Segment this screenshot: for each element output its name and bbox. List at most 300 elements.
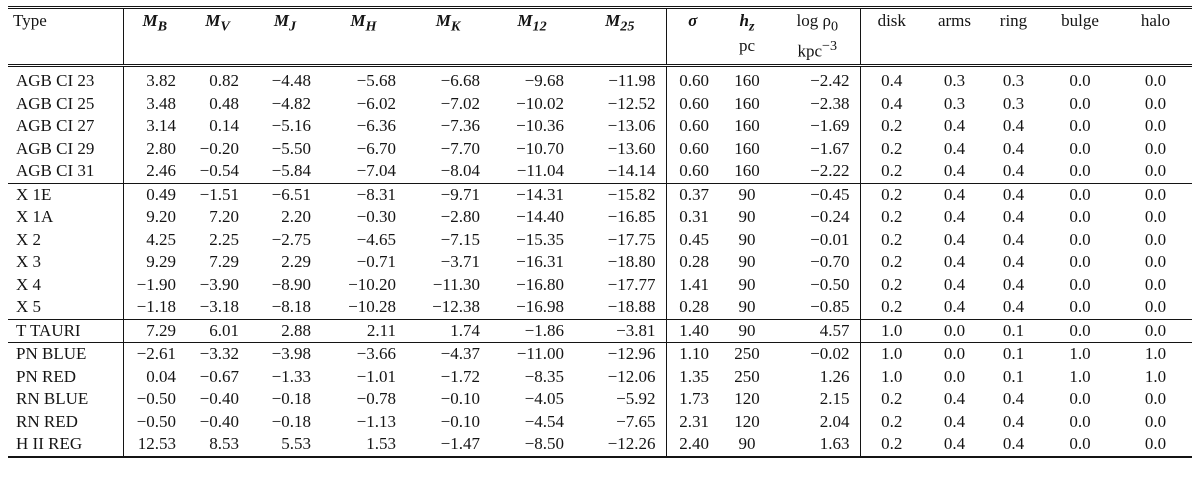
- cell-m12: −14.40: [516, 207, 564, 227]
- cell-mv: 7.29: [209, 252, 239, 272]
- cell-logrho: 1.26: [775, 366, 860, 389]
- cell-mv: −0.54: [199, 161, 239, 181]
- cell-ring: 0.1: [986, 319, 1041, 343]
- table-row: [8, 160, 1192, 183]
- cell-mv: 8.53: [209, 434, 239, 454]
- cell-disk: 0.2: [860, 183, 923, 206]
- cell-m12: −10.36: [516, 116, 564, 136]
- cell-halo: 0.0: [1119, 319, 1192, 343]
- cell-logrho: −2.42: [775, 66, 860, 93]
- cell-arms: 0.3: [923, 66, 986, 93]
- cell-logrho: −0.02: [775, 343, 860, 366]
- table-header: [8, 8, 1192, 66]
- cell-type: X 2: [8, 229, 123, 252]
- cell-m25: −18.88: [574, 296, 666, 319]
- cell-mj: −8.90: [271, 274, 311, 294]
- table-row: [8, 366, 1192, 389]
- cell-halo: 0.0: [1144, 161, 1167, 181]
- cell-mb: 2.80: [146, 138, 176, 158]
- cell-arms: 0.4: [943, 161, 966, 181]
- header-m12: $M_{12}$: [517, 11, 547, 35]
- header-disk: disk: [877, 11, 906, 30]
- table-row: [8, 206, 1192, 229]
- cell-mk: −1.72: [440, 366, 480, 386]
- cell-arms: 0.4: [943, 116, 966, 136]
- cell-mj: −0.18: [271, 389, 311, 409]
- cell-halo: 0.0: [1144, 116, 1167, 136]
- cell-bulge: 0.0: [1069, 411, 1091, 431]
- cell-mk: −0.10: [440, 411, 480, 431]
- cell-type: AGB CI 27: [8, 115, 123, 138]
- cell-type: X 5: [8, 296, 123, 319]
- cell-sigma: 0.28: [679, 252, 709, 272]
- table-container: [8, 6, 1192, 458]
- cell-mb: 4.25: [146, 229, 176, 249]
- header-mj: $M_J$: [273, 11, 297, 35]
- cell-mj: 2.88: [249, 319, 321, 343]
- header-hz-unit: pc: [738, 36, 756, 56]
- cell-type: RN RED: [8, 411, 123, 434]
- cell-mk: −12.38: [432, 297, 480, 317]
- cell-halo: 0.0: [1144, 229, 1167, 249]
- cell-mj: −5.16: [271, 116, 311, 136]
- cell-hz: 160: [719, 66, 775, 93]
- cell-mh: −10.20: [348, 274, 396, 294]
- cell-disk: 0.2: [881, 207, 903, 227]
- cell-mv: 2.25: [209, 229, 239, 249]
- cell-bulge: 0.0: [1069, 138, 1091, 158]
- row-group: [8, 319, 1192, 343]
- header-ring: ring: [999, 11, 1028, 30]
- cell-hz: 160: [734, 116, 760, 136]
- table-row: [8, 229, 1192, 252]
- cell-arms: 0.4: [943, 411, 966, 431]
- cell-mk: −7.02: [440, 93, 480, 113]
- cell-mj: −1.33: [271, 366, 311, 386]
- cell-m25: −12.26: [574, 433, 666, 457]
- cell-ring: 0.4: [986, 183, 1041, 206]
- cell-disk: 1.0: [860, 343, 923, 366]
- cell-mk: −9.71: [406, 183, 490, 206]
- cell-mb: −0.50: [136, 411, 176, 431]
- cell-ring: 0.4: [1002, 229, 1025, 249]
- table-row: [8, 183, 1192, 206]
- table-row: [8, 319, 1192, 343]
- cell-mv: 6.01: [186, 319, 249, 343]
- cell-logrho: −0.01: [775, 229, 860, 252]
- cell-mh: −3.66: [321, 343, 406, 366]
- cell-mh: −8.31: [321, 183, 406, 206]
- cell-hz: 90: [738, 229, 756, 249]
- cell-arms: 0.4: [943, 229, 966, 249]
- cell-mb: −1.18: [136, 297, 176, 317]
- cell-hz: 90: [719, 183, 775, 206]
- cell-disk: 0.4: [881, 93, 903, 113]
- cell-mk: −8.04: [440, 161, 480, 181]
- cell-mh: −6.36: [356, 116, 396, 136]
- cell-sigma: 2.40: [679, 434, 709, 454]
- cell-mv: 0.14: [209, 116, 239, 136]
- cell-mb: 0.49: [123, 183, 186, 206]
- cell-m25: −7.65: [574, 411, 666, 434]
- cell-halo: 0.0: [1119, 183, 1192, 206]
- cell-mj: −5.84: [271, 161, 311, 181]
- cell-mh: −5.68: [321, 66, 406, 93]
- cell-m25: −12.06: [574, 366, 666, 389]
- stellar-type-table: [8, 6, 1192, 458]
- cell-mk: −4.37: [406, 343, 490, 366]
- cell-sigma: 0.60: [679, 161, 709, 181]
- cell-hz: 120: [734, 411, 760, 431]
- cell-m12: −4.05: [524, 389, 564, 409]
- cell-bulge: 0.0: [1069, 389, 1091, 409]
- table-row: [8, 411, 1192, 434]
- cell-mk: −3.71: [440, 252, 480, 272]
- cell-bulge: 0.0: [1069, 93, 1091, 113]
- cell-logrho: −0.85: [775, 296, 860, 319]
- cell-mv: 0.48: [209, 93, 239, 113]
- cell-logrho: −0.50: [775, 274, 860, 297]
- cell-disk: 0.2: [881, 297, 903, 317]
- cell-mj: −8.18: [271, 297, 311, 317]
- cell-mh: −0.30: [356, 207, 396, 227]
- cell-mb: 9.29: [146, 252, 176, 272]
- cell-bulge: 0.0: [1069, 297, 1091, 317]
- cell-arms: 0.0: [923, 343, 986, 366]
- cell-m12: −15.35: [516, 229, 564, 249]
- cell-mj: −0.18: [271, 411, 311, 431]
- cell-mj: −4.48: [249, 66, 321, 93]
- cell-m12: −10.02: [516, 93, 564, 113]
- cell-logrho: 2.15: [775, 388, 860, 411]
- cell-arms: 0.0: [943, 366, 966, 386]
- cell-halo: 0.0: [1144, 297, 1167, 317]
- cell-logrho: −0.45: [775, 183, 860, 206]
- cell-bulge: 0.0: [1069, 252, 1091, 272]
- cell-mv: −0.40: [199, 389, 239, 409]
- cell-mk: −2.80: [440, 207, 480, 227]
- cell-hz: 90: [738, 207, 756, 227]
- table-row: [8, 93, 1192, 116]
- cell-sigma: 1.40: [666, 319, 719, 343]
- cell-mv: −1.51: [186, 183, 249, 206]
- cell-hz: 90: [738, 434, 756, 454]
- cell-sigma: 0.37: [666, 183, 719, 206]
- cell-mh: 1.53: [366, 434, 396, 454]
- cell-logrho: −0.70: [775, 251, 860, 274]
- header-type: Type: [8, 8, 123, 66]
- table-row: [8, 66, 1192, 93]
- cell-mj: −6.51: [249, 183, 321, 206]
- cell-m12: −8.50: [524, 434, 564, 454]
- cell-bulge: 0.0: [1069, 116, 1091, 136]
- cell-halo: 0.0: [1144, 93, 1167, 113]
- cell-mh: 2.11: [321, 319, 406, 343]
- cell-hz: 160: [734, 93, 760, 113]
- cell-ring: 0.1: [1002, 366, 1025, 386]
- header-m25: $M_{25}$: [574, 8, 666, 66]
- cell-bulge: 0.0: [1069, 161, 1091, 181]
- cell-halo: 0.0: [1144, 274, 1167, 294]
- cell-disk: 1.0: [881, 366, 903, 386]
- cell-halo: 0.0: [1144, 252, 1167, 272]
- cell-hz: 160: [734, 161, 760, 181]
- cell-halo: 0.0: [1144, 411, 1167, 431]
- cell-sigma: 1.73: [679, 389, 709, 409]
- cell-halo: 0.0: [1144, 207, 1167, 227]
- cell-m12: −16.80: [516, 274, 564, 294]
- table-row: [8, 138, 1192, 161]
- cell-m25: −15.82: [574, 183, 666, 206]
- cell-mv: 7.20: [209, 207, 239, 227]
- cell-mj: −5.50: [271, 138, 311, 158]
- cell-disk: 0.2: [881, 389, 903, 409]
- cell-mb: 3.14: [146, 116, 176, 136]
- header-mh: $M_H$: [350, 11, 377, 35]
- cell-m12: −14.31: [490, 183, 574, 206]
- cell-hz: 90: [738, 252, 756, 272]
- cell-disk: 0.4: [860, 66, 923, 93]
- cell-bulge: 1.0: [1041, 343, 1119, 366]
- cell-sigma: 0.31: [679, 207, 709, 227]
- table-row: [8, 388, 1192, 411]
- cell-ring: 0.4: [1002, 274, 1025, 294]
- cell-disk: 0.2: [881, 116, 903, 136]
- cell-bulge: 1.0: [1069, 366, 1091, 386]
- table-row: [8, 274, 1192, 297]
- header-halo: halo: [1140, 11, 1171, 30]
- table-row: [8, 433, 1192, 457]
- cell-hz: 250: [719, 343, 775, 366]
- cell-mk: −7.15: [440, 229, 480, 249]
- cell-type: H II REG: [8, 433, 123, 457]
- header-mv: $M_V$: [205, 11, 230, 35]
- cell-m12: −16.98: [516, 297, 564, 317]
- cell-logrho: −1.67: [775, 138, 860, 161]
- cell-hz: 90: [738, 274, 756, 294]
- cell-mh: −0.78: [356, 389, 396, 409]
- cell-arms: 0.0: [923, 319, 986, 343]
- cell-mk: −0.10: [440, 389, 480, 409]
- cell-m25: −13.06: [574, 115, 666, 138]
- cell-m12: −4.54: [524, 411, 564, 431]
- cell-mv: −0.67: [199, 366, 239, 386]
- cell-mb: 2.46: [146, 161, 176, 181]
- cell-sigma: 0.60: [679, 138, 709, 158]
- cell-m25: −18.80: [574, 251, 666, 274]
- cell-mb: −2.61: [123, 343, 186, 366]
- cell-type: RN BLUE: [8, 388, 123, 411]
- cell-mb: 12.53: [137, 434, 176, 454]
- cell-bulge: 0.0: [1069, 434, 1091, 454]
- cell-m12: −8.35: [524, 366, 564, 386]
- cell-m25: −11.98: [574, 66, 666, 93]
- cell-sigma: 2.31: [679, 411, 709, 431]
- header-mk: $M_K$: [435, 11, 461, 35]
- cell-type: AGB CI 29: [8, 138, 123, 161]
- table-row: [8, 296, 1192, 319]
- cell-ring: 0.4: [1002, 161, 1025, 181]
- cell-mh: −0.71: [356, 252, 396, 272]
- cell-mk: 1.74: [406, 319, 490, 343]
- cell-m12: −11.04: [516, 161, 564, 181]
- cell-disk: 0.2: [881, 229, 903, 249]
- cell-arms: 0.4: [943, 252, 966, 272]
- cell-type: X 1A: [8, 206, 123, 229]
- cell-ring: 0.4: [1002, 116, 1025, 136]
- cell-ring: 0.4: [1002, 297, 1025, 317]
- header-logrho: $\log \rho_0$ kpc$^{-3}$: [775, 8, 860, 66]
- cell-disk: 1.0: [860, 319, 923, 343]
- cell-m12: −9.68: [490, 66, 574, 93]
- cell-m12: −11.00: [490, 343, 574, 366]
- cell-mj: 2.20: [281, 207, 311, 227]
- cell-mv: −3.90: [199, 274, 239, 294]
- cell-ring: 0.4: [1002, 207, 1025, 227]
- cell-mj: 5.53: [281, 434, 311, 454]
- cell-mb: 3.82: [123, 66, 186, 93]
- cell-halo: 0.0: [1119, 66, 1192, 93]
- cell-sigma: 0.45: [679, 229, 709, 249]
- cell-mj: −3.98: [249, 343, 321, 366]
- row-group: [8, 343, 1192, 457]
- cell-bulge: 0.0: [1041, 183, 1119, 206]
- cell-mh: −7.04: [356, 161, 396, 181]
- cell-ring: 0.1: [986, 343, 1041, 366]
- cell-logrho: −2.22: [775, 160, 860, 183]
- cell-m12: −10.70: [516, 138, 564, 158]
- cell-halo: 0.0: [1144, 138, 1167, 158]
- cell-hz: 250: [734, 366, 760, 386]
- cell-bulge: 0.0: [1069, 207, 1091, 227]
- cell-logrho: 4.57: [775, 319, 860, 343]
- table-row: [8, 343, 1192, 366]
- cell-disk: 0.2: [881, 161, 903, 181]
- cell-m25: −12.52: [574, 93, 666, 116]
- cell-type: X 4: [8, 274, 123, 297]
- cell-arms: 0.3: [943, 93, 966, 113]
- cell-sigma: 0.60: [679, 116, 709, 136]
- cell-arms: 0.4: [943, 389, 966, 409]
- table-row: [8, 115, 1192, 138]
- cell-mk: −7.36: [440, 116, 480, 136]
- table-row: [8, 251, 1192, 274]
- cell-type: X 3: [8, 251, 123, 274]
- cell-mb: −1.90: [136, 274, 176, 294]
- cell-ring: 0.3: [1002, 93, 1025, 113]
- cell-logrho: −0.24: [775, 206, 860, 229]
- cell-mh: −10.28: [348, 297, 396, 317]
- cell-mv: −0.20: [199, 138, 239, 158]
- cell-type: PN RED: [8, 366, 123, 389]
- cell-m25: −5.92: [574, 388, 666, 411]
- cell-bulge: 0.0: [1041, 319, 1119, 343]
- cell-arms: 0.4: [943, 297, 966, 317]
- cell-mb: 9.20: [146, 207, 176, 227]
- cell-m25: −13.60: [574, 138, 666, 161]
- cell-mj: 2.29: [281, 252, 311, 272]
- cell-type: X 1E: [8, 183, 123, 206]
- cell-sigma: 0.60: [666, 66, 719, 93]
- cell-arms: 0.4: [923, 183, 986, 206]
- cell-ring: 0.4: [1002, 389, 1025, 409]
- cell-mh: −1.13: [356, 411, 396, 431]
- cell-arms: 0.4: [943, 207, 966, 227]
- cell-mh: −4.65: [356, 229, 396, 249]
- cell-ring: 0.4: [1002, 138, 1025, 158]
- cell-arms: 0.4: [943, 434, 966, 454]
- cell-ring: 0.4: [1002, 252, 1025, 272]
- cell-sigma: 1.35: [679, 366, 709, 386]
- cell-bulge: 0.0: [1069, 229, 1091, 249]
- cell-sigma: 0.60: [679, 93, 709, 113]
- cell-m25: −16.85: [574, 206, 666, 229]
- cell-logrho: 2.04: [775, 411, 860, 434]
- cell-mb: 0.04: [146, 366, 176, 386]
- cell-m12: −16.31: [516, 252, 564, 272]
- cell-type: T TAURI: [8, 319, 123, 343]
- cell-mj: −2.75: [271, 229, 311, 249]
- cell-mb: 7.29: [123, 319, 186, 343]
- cell-bulge: 0.0: [1041, 66, 1119, 93]
- cell-type: AGB CI 31: [8, 160, 123, 183]
- cell-m25: −17.75: [574, 229, 666, 252]
- cell-hz: 120: [734, 389, 760, 409]
- cell-logrho: −2.38: [775, 93, 860, 116]
- cell-sigma: 1.10: [666, 343, 719, 366]
- cell-mk: −11.30: [432, 274, 480, 294]
- cell-type: PN BLUE: [8, 343, 123, 366]
- cell-hz: 160: [734, 138, 760, 158]
- cell-ring: 0.4: [1002, 434, 1025, 454]
- cell-hz: 90: [738, 297, 756, 317]
- cell-mk: −7.70: [440, 138, 480, 158]
- cell-type: AGB CI 23: [8, 66, 123, 93]
- cell-disk: 0.2: [881, 434, 903, 454]
- cell-m25: −17.77: [574, 274, 666, 297]
- cell-sigma: 0.28: [679, 297, 709, 317]
- header-hz: $h_z$ pc: [738, 11, 756, 56]
- cell-ring: 0.4: [1002, 411, 1025, 431]
- cell-logrho: 1.63: [775, 433, 860, 457]
- cell-m25: −3.81: [574, 319, 666, 343]
- cell-arms: 0.4: [943, 138, 966, 158]
- cell-mh: −1.01: [356, 366, 396, 386]
- cell-mh: −6.02: [356, 93, 396, 113]
- cell-mb: −0.50: [136, 389, 176, 409]
- cell-hz: 90: [719, 319, 775, 343]
- cell-m25: −14.14: [574, 160, 666, 183]
- cell-disk: 0.2: [881, 138, 903, 158]
- cell-disk: 0.2: [881, 411, 903, 431]
- cell-mj: −4.82: [271, 93, 311, 113]
- cell-halo: 1.0: [1119, 343, 1192, 366]
- cell-m12: −1.86: [490, 319, 574, 343]
- cell-mv: 0.82: [186, 66, 249, 93]
- cell-mh: −6.70: [356, 138, 396, 158]
- cell-mk: −1.47: [440, 434, 480, 454]
- cell-type: AGB CI 25: [8, 93, 123, 116]
- cell-mv: −3.18: [199, 297, 239, 317]
- cell-mv: −0.40: [199, 411, 239, 431]
- cell-arms: 0.4: [943, 274, 966, 294]
- cell-mb: 3.48: [146, 93, 176, 113]
- cell-ring: 0.3: [986, 66, 1041, 93]
- header-sigma: σ: [688, 11, 698, 30]
- cell-halo: 0.0: [1144, 434, 1167, 454]
- row-group: [8, 66, 1192, 184]
- row-group: [8, 183, 1192, 319]
